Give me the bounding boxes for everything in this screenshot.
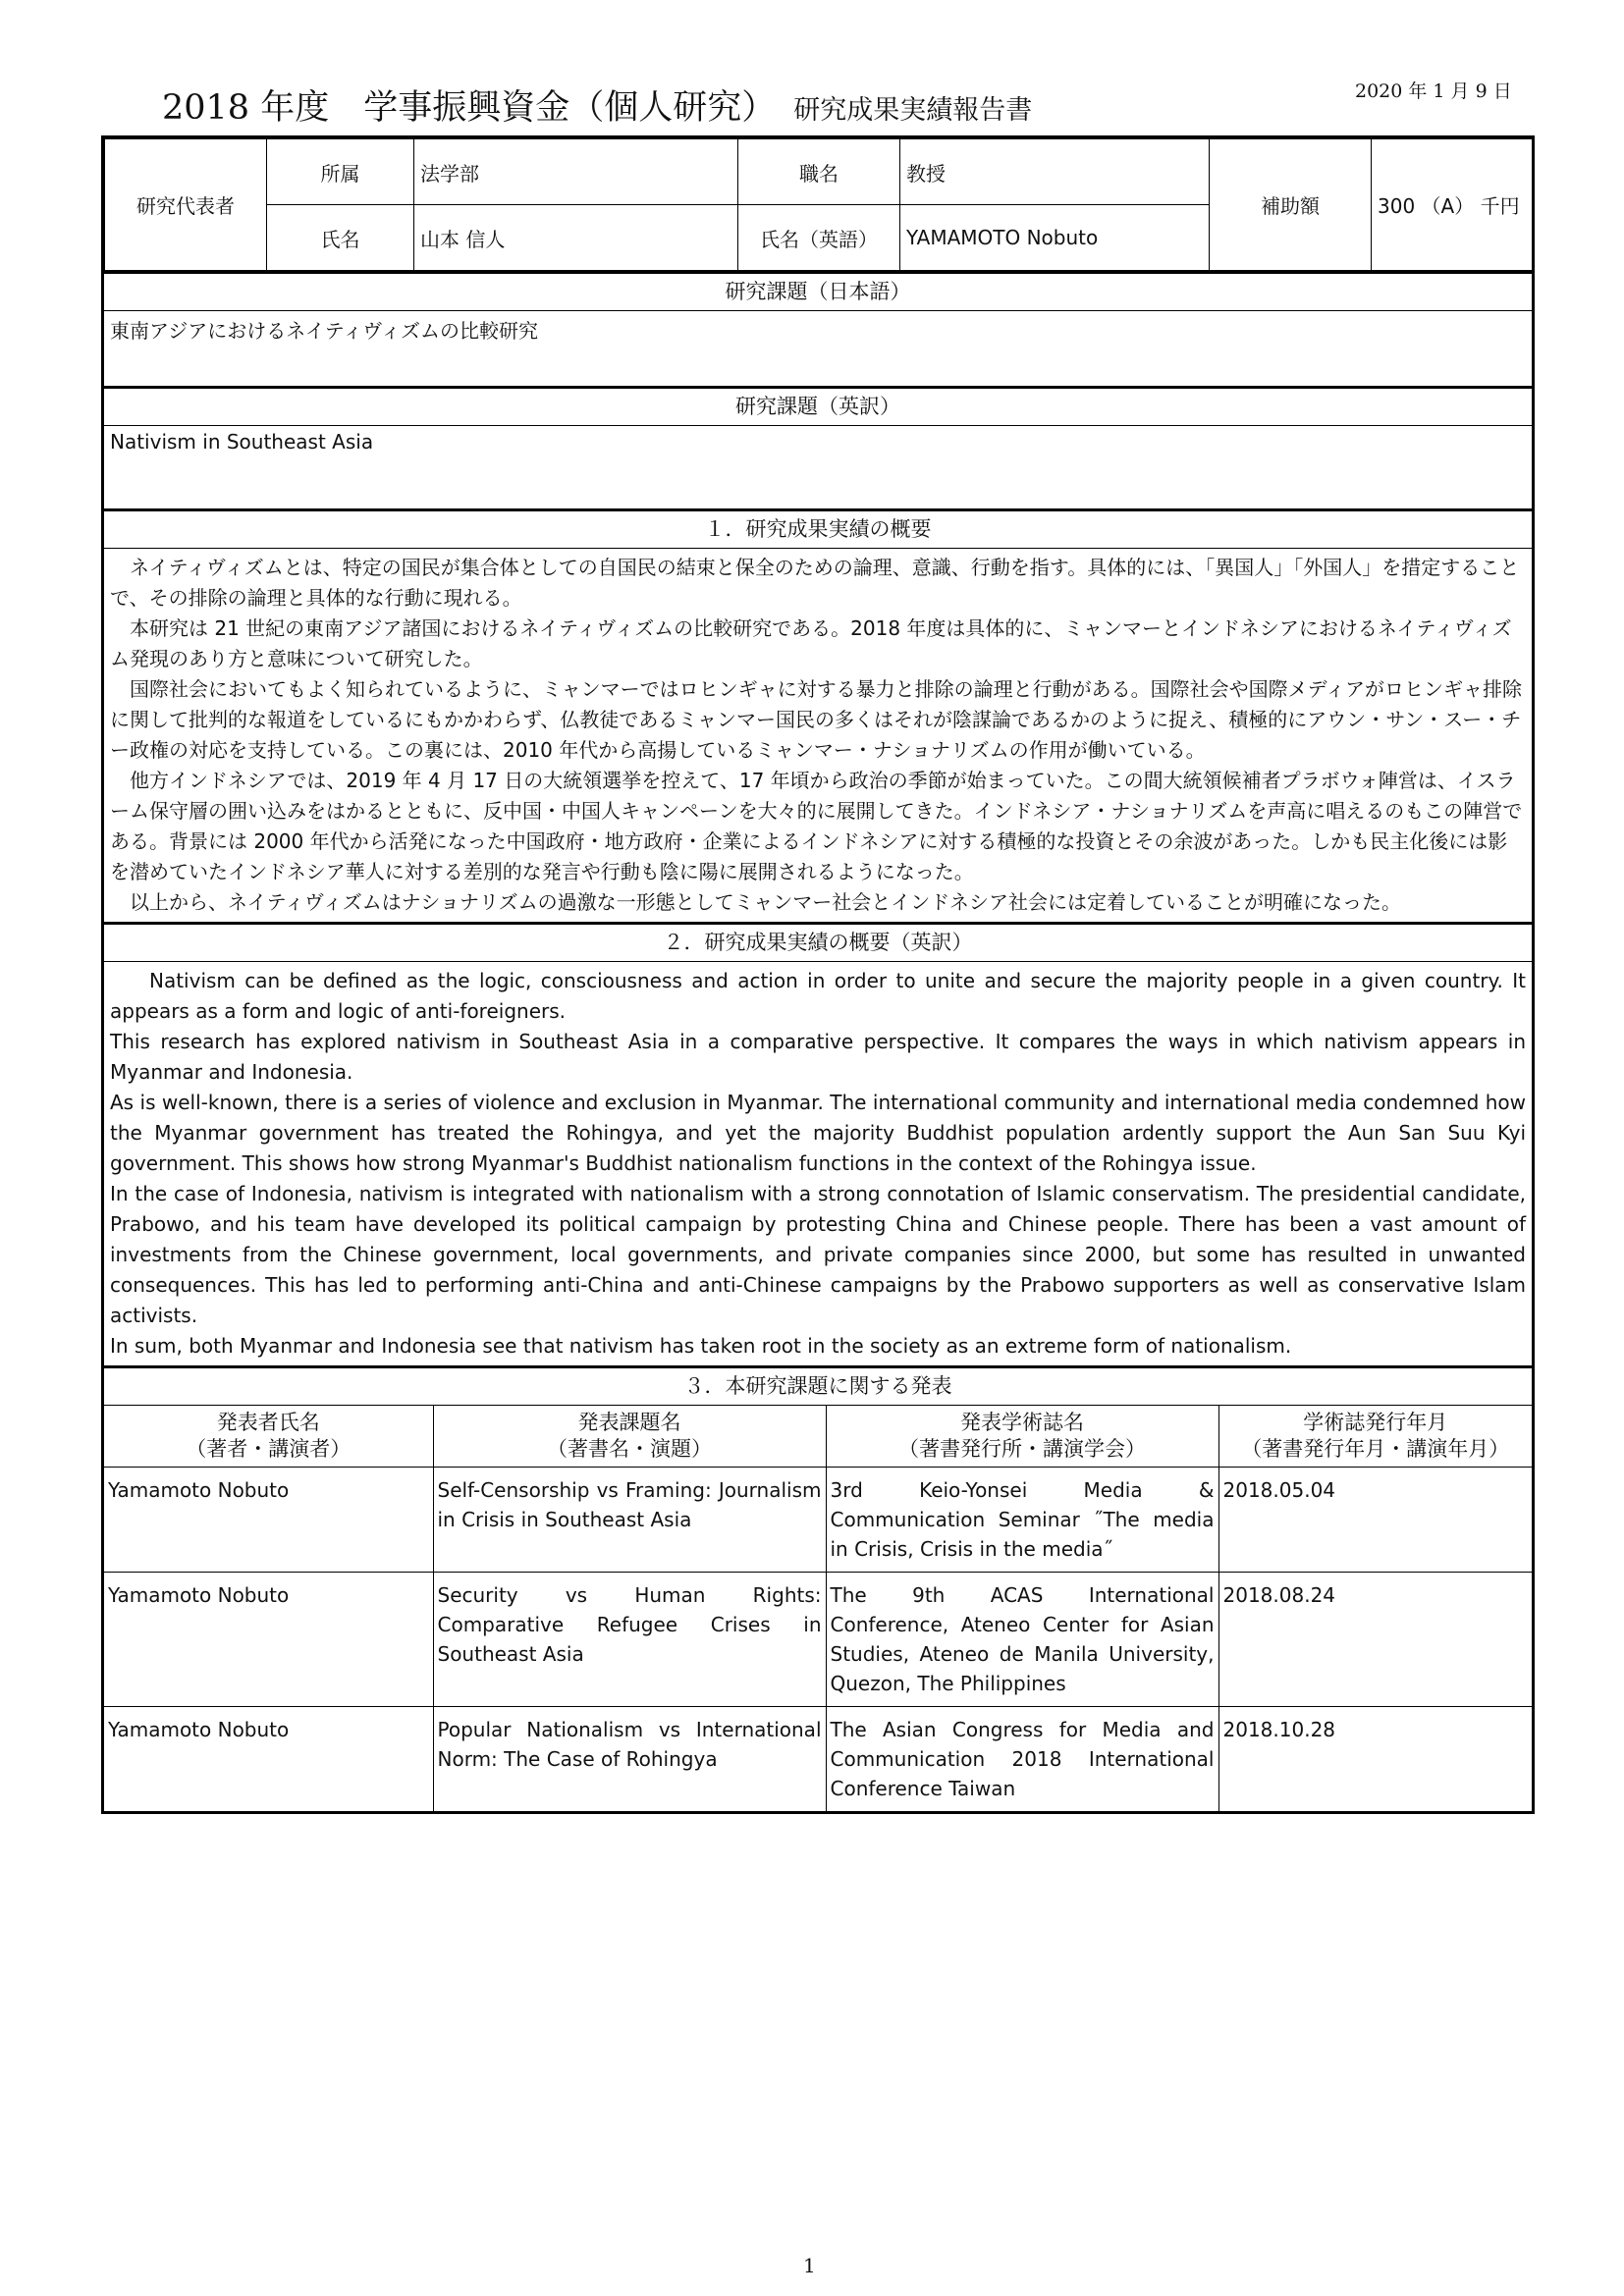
- position-value: 教授: [900, 139, 1210, 205]
- topic-jp-text: 東南アジアにおけるネイティヴィズムの比較研究: [110, 319, 538, 343]
- pub-venue: The 9th ACAS International Conference, Ateneo Center for Asian Studies, Ateneo de Manila University, Quezon, The Philippines: [826, 1573, 1218, 1707]
- grant-label: 補助額: [1210, 139, 1372, 271]
- document-title: [162, 80, 1032, 130]
- column-header-title: 発表課題名 （著書名・演題）: [433, 1406, 826, 1468]
- name-en-value: YAMAMOTO Nobuto: [900, 205, 1210, 271]
- summary-jp-paragraph: 本研究は 21 世紀の東南アジア諸国におけるネイティヴィズムの比較研究である。2018 年度は具体的に、ミャンマーとインドネシアにおけるネイティヴィズム発現のあり方と意味について研究した。: [110, 616, 1512, 670]
- table-row: [104, 1573, 1532, 1707]
- page-number: 1: [803, 2254, 816, 2277]
- publications-table: [104, 1406, 1532, 1811]
- publications-heading: ３．本研究課題に関する発表: [104, 1365, 1532, 1406]
- summary-jp-heading: １．研究成果実績の概要: [104, 508, 1532, 549]
- summary-en-paragraph: As is well-known, there is a series of violence and exclusion in Myanmar. The international community and international media condemned how the Myanmar government has treated the Rohingya, and yet the majority Buddhist population ardently support the Aun San Suu Kyi government. This shows how strong Myanmar's Buddhist nationalism functions in the context of the Rohingya issue.: [110, 1091, 1526, 1175]
- summary-en-paragraph: In the case of Indonesia, nativism is integrated with nationalism with a strong connotation of Islamic conservatism. The presidential candidate, Prabowo, and his team have developed its political campaign by protesting China and Chinese people. There has been a vast amount of investments from the Chinese government, local governments, and private companies since 2000, but some has resulted in unwanted consequences. This has led to performing anti-China and anti-Chinese campaigns by the Prabowo supporters as well as conservative Islam activists.: [110, 1182, 1526, 1327]
- table-row: [104, 1468, 1532, 1573]
- summary-jp-paragraph: 他方インドネシアでは、2019 年 4 月 17 日の大統領選挙を控えて、17 年頃から政治の季節が始まっていた。この間大統領候補者プラボウォ陣営は、イスラーム保守層の囲い込みをはかるとともに、反中国・中国人キャンペーンを大々的に展開してきた。インドネシア・ナショナリズムを声高に唱えるのもこの陣営である。背景には 2000 年代から活発になった中国政府・地方政府・企業によるインドネシアに対する積極的な投資とその余波があった。しかも民主化後には影を潜めていたインドネシア華人に対する差別的な発言や行動も陰に陽に展開されるようになった。: [110, 769, 1523, 883]
- pub-title: Security vs Human Rights: Comparative Refugee Crises in Southeast Asia: [433, 1573, 826, 1707]
- summary-en-paragraph: In sum, both Myanmar and Indonesia see that nativism has taken root in the society as an extreme form of nationalism.: [110, 1334, 1292, 1358]
- title-sub: 研究成果実績報告書: [793, 95, 1033, 126]
- affiliation-label: 所属: [267, 139, 414, 205]
- name-label: 氏名: [267, 205, 414, 271]
- affiliation-value: 法学部: [414, 139, 738, 205]
- report-frame: [101, 135, 1535, 1814]
- pub-date: 2018.08.24: [1218, 1573, 1532, 1707]
- summary-en-heading: ２．研究成果実績の概要（英訳）: [104, 922, 1532, 962]
- table-row: [104, 1707, 1532, 1812]
- publications-header-row: [104, 1406, 1532, 1468]
- summary-jp-body: [104, 549, 1532, 922]
- pub-title: Popular Nationalism vs International Norm: The Case of Rohingya: [433, 1707, 826, 1812]
- topic-en-heading: 研究課題（英訳）: [104, 386, 1532, 426]
- column-header-venue: 発表学術誌名 （著書発行所・講演学会）: [826, 1406, 1218, 1468]
- summary-jp-paragraph: 以上から、ネイティヴィズムはナショナリズムの過激な一形態としてミャンマー社会とインドネシア社会には定着していることが明確になった。: [130, 890, 1401, 914]
- researcher-info-table: [104, 138, 1533, 271]
- summary-en-body: [104, 962, 1532, 1365]
- position-label: 職名: [738, 139, 900, 205]
- pub-title: Self-Censorship vs Framing: Journalism in Crisis in Southeast Asia: [433, 1468, 826, 1573]
- summary-en-paragraph: This research has explored nativism in Southeast Asia in a comparative perspective. It compares the ways in which nativism appears in Myanmar and Indonesia.: [110, 1030, 1526, 1084]
- pub-date: 2018.10.28: [1218, 1707, 1532, 1812]
- column-header-author: 発表者氏名 （著者・講演者）: [104, 1406, 433, 1468]
- rep-label: 研究代表者: [105, 139, 267, 271]
- summary-en-paragraph: Nativism can be defined as the logic, consciousness and action in order to unite and secure the majority people in a given country. It appears as a form and logic of anti-foreigners.: [110, 969, 1526, 1023]
- name-value: 山本 信人: [414, 205, 738, 271]
- title-main: 2018 年度 学事振興資金（個人研究）: [162, 88, 777, 128]
- summary-jp-paragraph: 国際社会においてもよく知られているように、ミャンマーではロヒンギャに対する暴力と排除の論理と行動がある。国際社会や国際メディアがロヒンギャ排除に関して批判的な報道をしているにもかかわらず、仏教徒であるミャンマー国民の多くはそれが陰謀論であるかのように捉え、積極的にアウン・サン・スー・チー政権の対応を支持している。この裏には、2010 年代から高揚しているミャンマー・ナショナリズムの作用が働いている。: [110, 677, 1522, 762]
- pub-author: Yamamoto Nobuto: [104, 1573, 433, 1707]
- topic-en-text: Nativism in Southeast Asia: [110, 430, 374, 454]
- pub-author: Yamamoto Nobuto: [104, 1468, 433, 1573]
- pub-venue: The Asian Congress for Media and Communication 2018 International Conference Taiwan: [826, 1707, 1218, 1812]
- report-date: 2020 年 1 月 9 日: [1355, 80, 1512, 102]
- column-header-date: 学術誌発行年月 （著書発行年月・講演年月）: [1218, 1406, 1532, 1468]
- summary-jp-paragraph: ネイティヴィズムとは、特定の国民が集合体としての自国民の結束と保全のための論理、意識、行動を指す。具体的には、「異国人」「外国人」を措定することで、その排除の論理と具体的な行動に現れる。: [110, 556, 1520, 610]
- name-en-label: 氏名（英語）: [738, 205, 900, 271]
- topic-jp-heading: 研究課題（日本語）: [104, 271, 1532, 311]
- pub-date: 2018.05.04: [1218, 1468, 1532, 1573]
- pub-author: Yamamoto Nobuto: [104, 1707, 433, 1812]
- pub-venue: 3rd Keio-Yonsei Media & Communication Seminar ˝The media in Crisis, Crisis in the media˝: [826, 1468, 1218, 1573]
- grant-value: 300 （A） 千円: [1372, 139, 1533, 271]
